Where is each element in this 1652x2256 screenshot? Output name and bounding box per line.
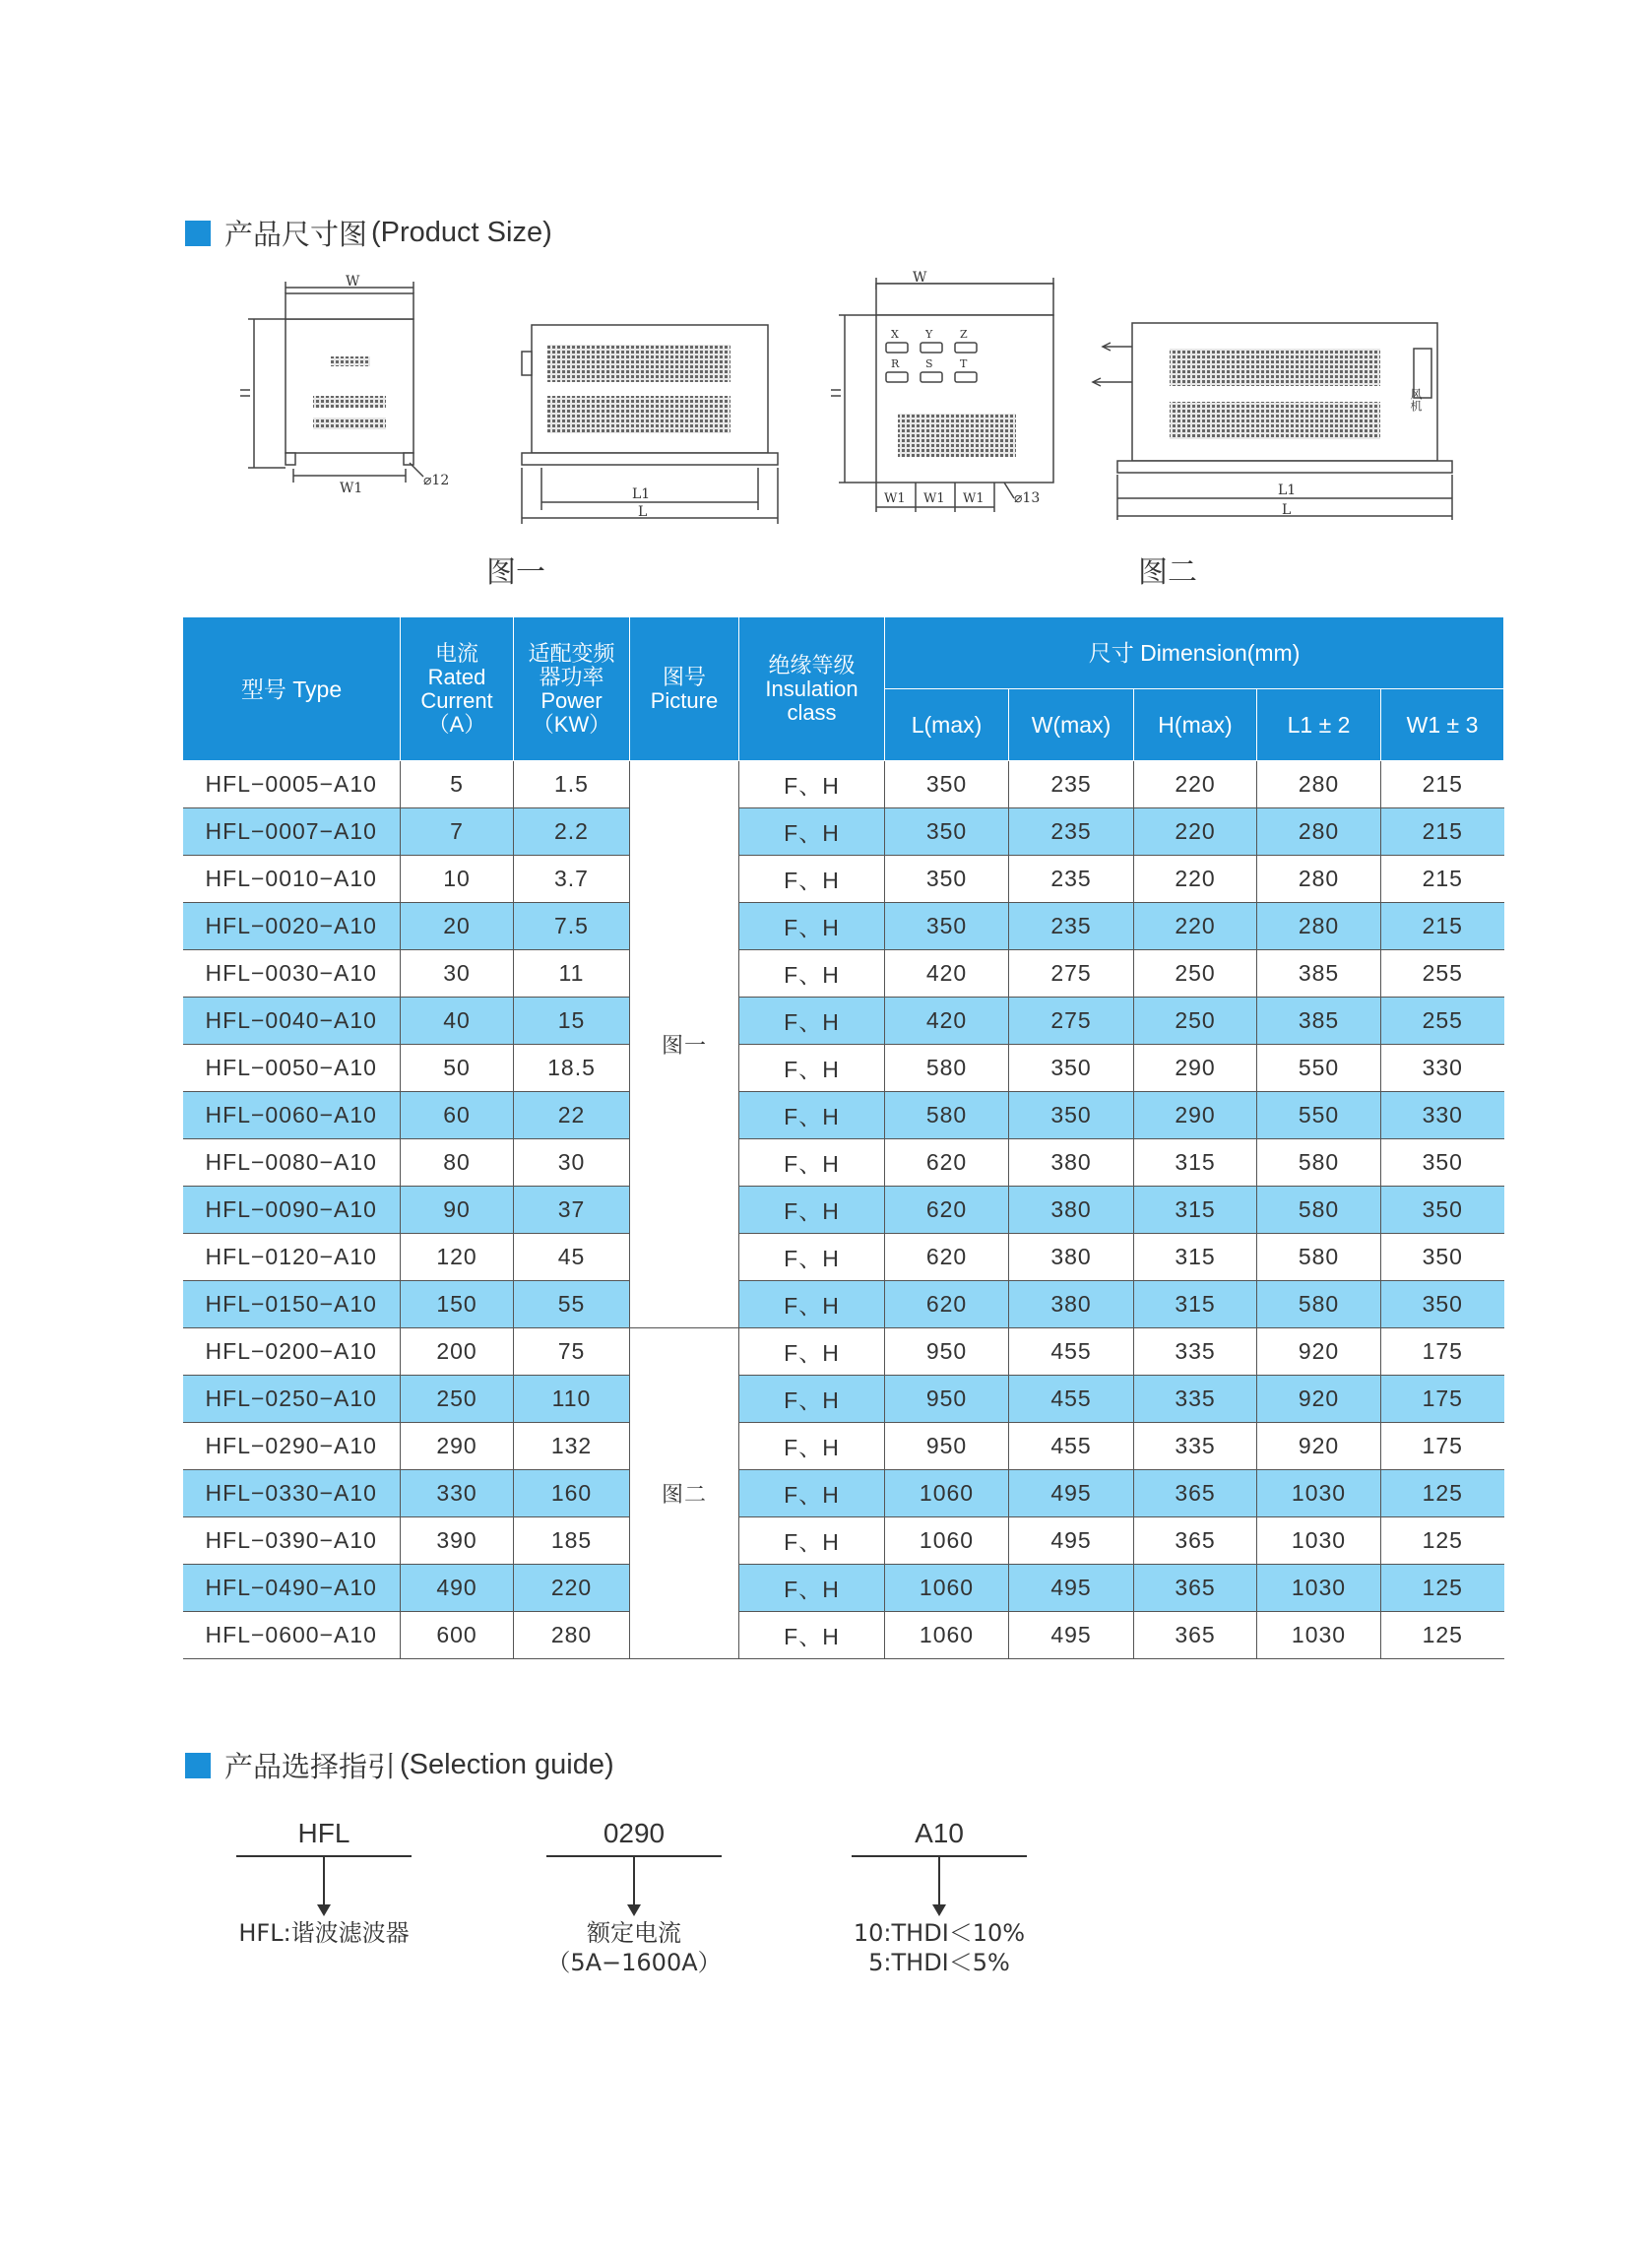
- cell-dim-l: 350: [885, 808, 1009, 856]
- guide-code: 0290: [546, 1812, 722, 1857]
- cell-dim-w1: 215: [1381, 903, 1504, 950]
- cell-dim-h: 220: [1134, 761, 1257, 808]
- cell-dim-h: 250: [1134, 998, 1257, 1045]
- fig1-terminal-block: [331, 356, 370, 366]
- cell-dim-h: 335: [1134, 1376, 1257, 1423]
- cell-power: 132: [514, 1423, 630, 1470]
- guide-item-thdi: [852, 1812, 1027, 1977]
- table-row: [183, 1045, 1504, 1092]
- cell-dim-l: 620: [885, 1281, 1009, 1328]
- section-title-en: (Product Size): [371, 217, 552, 248]
- cell-type: HFL−0080−A10: [183, 1139, 401, 1187]
- fig2-terminal-z: Z: [960, 328, 968, 341]
- cell-power: 110: [514, 1376, 630, 1423]
- cell-type: HFL−0020−A10: [183, 903, 401, 950]
- header-wmax: W(max): [1009, 689, 1134, 761]
- cell-dim-w1: 125: [1381, 1517, 1504, 1565]
- cell-type: HFL−0290−A10: [183, 1423, 401, 1470]
- cell-current: 120: [401, 1234, 514, 1281]
- cell-insulation: F、H: [739, 1376, 885, 1423]
- cell-dim-w: 235: [1009, 903, 1134, 950]
- fig2-fan-label: 风机: [1409, 388, 1423, 412]
- cell-dim-w: 275: [1009, 950, 1134, 998]
- cell-insulation: F、H: [739, 950, 885, 998]
- guide-item-current: [546, 1812, 722, 1977]
- section-square-icon: [185, 221, 211, 246]
- fig2-l-label: L: [1282, 502, 1292, 518]
- cell-type: HFL−0200−A10: [183, 1328, 401, 1376]
- cell-dim-l: 350: [885, 761, 1009, 808]
- cell-dim-l1: 580: [1257, 1281, 1381, 1328]
- cell-dim-l1: 1030: [1257, 1470, 1381, 1517]
- table-row: [183, 1092, 1504, 1139]
- cell-power: 55: [514, 1281, 630, 1328]
- cell-insulation: F、H: [739, 1281, 885, 1328]
- header-dimension: 尺寸 Dimension(mm): [885, 617, 1504, 689]
- cell-current: 20: [401, 903, 514, 950]
- fig2-terminal-t: T: [960, 357, 968, 370]
- cell-dim-l1: 280: [1257, 856, 1381, 903]
- cell-dim-l1: 920: [1257, 1376, 1381, 1423]
- cell-current: 10: [401, 856, 514, 903]
- cell-power: 7.5: [514, 903, 630, 950]
- cell-insulation: F、H: [739, 1470, 885, 1517]
- header-power: 适配变频 器功率 Power （KW）: [514, 617, 630, 761]
- fig2-front-vent: [898, 414, 1016, 457]
- fig2-caption: 图二: [1138, 555, 1197, 590]
- cell-dim-w: 495: [1009, 1470, 1134, 1517]
- cell-type: HFL−0490−A10: [183, 1565, 401, 1612]
- cell-dim-h: 220: [1134, 808, 1257, 856]
- fig1-side-vent-top: [547, 345, 731, 382]
- cell-insulation: F、H: [739, 1045, 885, 1092]
- cell-dim-h: 250: [1134, 950, 1257, 998]
- cell-dim-w1: 350: [1381, 1187, 1504, 1234]
- cell-dim-w: 380: [1009, 1281, 1134, 1328]
- guide-item-series: [236, 1812, 412, 1948]
- table-row: [183, 998, 1504, 1045]
- cell-power: 3.7: [514, 856, 630, 903]
- cell-dim-h: 290: [1134, 1092, 1257, 1139]
- cell-current: 30: [401, 950, 514, 998]
- cell-dim-l: 620: [885, 1234, 1009, 1281]
- fig1-front-vent-bottom: [313, 418, 386, 429]
- cell-dim-h: 365: [1134, 1565, 1257, 1612]
- header-hmax: H(max): [1134, 689, 1257, 761]
- cell-dim-w: 350: [1009, 1092, 1134, 1139]
- cell-dim-l1: 580: [1257, 1139, 1381, 1187]
- header-picture: 图号 Picture: [630, 617, 739, 761]
- fig1-w-label: W: [346, 274, 360, 290]
- table-row: [183, 1470, 1504, 1517]
- cell-dim-l: 950: [885, 1423, 1009, 1470]
- cell-type: HFL−0330−A10: [183, 1470, 401, 1517]
- cell-dim-w: 495: [1009, 1565, 1134, 1612]
- cell-power: 11: [514, 950, 630, 998]
- cell-dim-l1: 280: [1257, 761, 1381, 808]
- fig1-w1-label: W1: [340, 481, 363, 496]
- cell-dim-l: 420: [885, 950, 1009, 998]
- cell-dim-l1: 280: [1257, 903, 1381, 950]
- cell-dim-l1: 1030: [1257, 1565, 1381, 1612]
- header-l1: L1 ± 2: [1257, 689, 1381, 761]
- cell-current: 390: [401, 1517, 514, 1565]
- cell-dim-w1: 350: [1381, 1139, 1504, 1187]
- cell-dim-h: 365: [1134, 1517, 1257, 1565]
- cell-dim-h: 335: [1134, 1328, 1257, 1376]
- cell-dim-l1: 1030: [1257, 1517, 1381, 1565]
- product-size-figures: [226, 266, 1467, 611]
- table-row: [183, 1376, 1504, 1423]
- fig1-front-view: [240, 282, 423, 483]
- cell-dim-w: 350: [1009, 1045, 1134, 1092]
- cell-type: HFL−0390−A10: [183, 1517, 401, 1565]
- cell-dim-l: 1060: [885, 1470, 1009, 1517]
- cell-type: HFL−0120−A10: [183, 1234, 401, 1281]
- cell-dim-l: 580: [885, 1092, 1009, 1139]
- fig1-l-label: L: [638, 504, 648, 520]
- cell-power: 160: [514, 1470, 630, 1517]
- guide-desc-line1: 10:THDI＜10%: [853, 1919, 1026, 1947]
- cell-dim-l1: 580: [1257, 1187, 1381, 1234]
- guide-code: HFL: [236, 1812, 412, 1857]
- cell-dim-w1: 125: [1381, 1612, 1504, 1659]
- section-title-selection-guide: [185, 1745, 614, 1785]
- header-type: 型号 Type: [183, 617, 401, 761]
- cell-insulation: F、H: [739, 1423, 885, 1470]
- cell-dim-w: 235: [1009, 808, 1134, 856]
- fig1-caption: 图一: [486, 555, 545, 590]
- cell-dim-w1: 175: [1381, 1328, 1504, 1376]
- fig2-terminal-r: R: [891, 357, 900, 370]
- cell-dim-h: 315: [1134, 1187, 1257, 1234]
- table-row: [183, 950, 1504, 998]
- cell-dim-h: 365: [1134, 1470, 1257, 1517]
- cell-dim-l1: 1030: [1257, 1612, 1381, 1659]
- cell-power: 280: [514, 1612, 630, 1659]
- table-row: [183, 1139, 1504, 1187]
- cell-dim-l: 1060: [885, 1517, 1009, 1565]
- spec-table: [182, 616, 1504, 1659]
- header-lmax: L(max): [885, 689, 1009, 761]
- cell-dim-h: 315: [1134, 1234, 1257, 1281]
- cell-dim-l1: 580: [1257, 1234, 1381, 1281]
- cell-dim-w: 455: [1009, 1376, 1134, 1423]
- cell-current: 90: [401, 1187, 514, 1234]
- cell-dim-w: 275: [1009, 998, 1134, 1045]
- cell-dim-h: 220: [1134, 856, 1257, 903]
- cell-current: 330: [401, 1470, 514, 1517]
- cell-current: 290: [401, 1423, 514, 1470]
- cell-current: 60: [401, 1092, 514, 1139]
- cell-power: 22: [514, 1092, 630, 1139]
- cell-dim-w: 380: [1009, 1187, 1134, 1234]
- cell-dim-w1: 125: [1381, 1565, 1504, 1612]
- cell-insulation: F、H: [739, 856, 885, 903]
- cell-type: HFL−0060−A10: [183, 1092, 401, 1139]
- cell-dim-w1: 175: [1381, 1423, 1504, 1470]
- cell-dim-w1: 125: [1381, 1470, 1504, 1517]
- cell-dim-l: 620: [885, 1187, 1009, 1234]
- cell-dim-w1: 350: [1381, 1234, 1504, 1281]
- down-arrow-icon: [236, 1857, 412, 1918]
- cell-power: 2.2: [514, 808, 630, 856]
- fig1-l1-label: L1: [632, 486, 651, 502]
- cell-insulation: F、H: [739, 808, 885, 856]
- header-w1: W1 ± 3: [1381, 689, 1504, 761]
- cell-insulation: F、H: [739, 1187, 885, 1234]
- cell-dim-w: 455: [1009, 1423, 1134, 1470]
- dimension-drawings: [226, 266, 1467, 611]
- cell-dim-w: 495: [1009, 1612, 1134, 1659]
- cell-power: 15: [514, 998, 630, 1045]
- cell-power: 1.5: [514, 761, 630, 808]
- cell-type: HFL−0005−A10: [183, 761, 401, 808]
- cell-power: 30: [514, 1139, 630, 1187]
- cell-insulation: F、H: [739, 1139, 885, 1187]
- spec-table-body: [183, 761, 1504, 1659]
- cell-dim-w: 495: [1009, 1517, 1134, 1565]
- table-row: [183, 761, 1504, 808]
- table-row: [183, 1281, 1504, 1328]
- cell-type: HFL−0010−A10: [183, 856, 401, 903]
- cell-type: HFL−0250−A10: [183, 1376, 401, 1423]
- cell-dim-h: 315: [1134, 1139, 1257, 1187]
- cell-dim-w1: 215: [1381, 856, 1504, 903]
- cell-dim-l: 350: [885, 903, 1009, 950]
- cell-power: 220: [514, 1565, 630, 1612]
- cell-current: 150: [401, 1281, 514, 1328]
- section-title-cn: 产品选择指引: [224, 1750, 397, 1783]
- header-current: 电流 Rated Current （A）: [401, 617, 514, 761]
- down-arrow-icon: [546, 1857, 722, 1918]
- cell-type: HFL−0150−A10: [183, 1281, 401, 1328]
- cell-current: 5: [401, 761, 514, 808]
- cell-dim-l: 1060: [885, 1565, 1009, 1612]
- cell-type: HFL−0040−A10: [183, 998, 401, 1045]
- section-square-icon: [185, 1753, 211, 1778]
- table-row: [183, 1328, 1504, 1376]
- cell-dim-w: 455: [1009, 1328, 1134, 1376]
- cell-insulation: F、H: [739, 761, 885, 808]
- cell-current: 600: [401, 1612, 514, 1659]
- cell-insulation: F、H: [739, 903, 885, 950]
- guide-desc: HFL:谐波滤波器: [238, 1919, 410, 1947]
- fig2-hole-label: ⌀13: [1014, 490, 1041, 506]
- cell-dim-l1: 385: [1257, 998, 1381, 1045]
- cell-dim-w1: 330: [1381, 1045, 1504, 1092]
- cell-dim-l1: 550: [1257, 1045, 1381, 1092]
- cell-dim-l1: 920: [1257, 1423, 1381, 1470]
- cell-current: 7: [401, 808, 514, 856]
- fig2-l1-label: L1: [1278, 483, 1297, 498]
- cell-dim-l: 950: [885, 1328, 1009, 1376]
- table-row: [183, 1565, 1504, 1612]
- cell-type: HFL−0007−A10: [183, 808, 401, 856]
- fig1-side-vent-bottom: [547, 396, 731, 433]
- cell-picture-fig1: 图一: [630, 761, 739, 1328]
- cell-dim-w1: 255: [1381, 998, 1504, 1045]
- cell-dim-l: 1060: [885, 1612, 1009, 1659]
- table-row: [183, 1423, 1504, 1470]
- fig2-front-view: [831, 278, 1053, 512]
- fig2-side-vent-top: [1170, 349, 1380, 386]
- cell-dim-l1: 550: [1257, 1092, 1381, 1139]
- cell-dim-l: 350: [885, 856, 1009, 903]
- guide-desc-line2: 5:THDI＜5%: [868, 1949, 1010, 1976]
- down-arrow-icon: [852, 1857, 1027, 1918]
- cell-insulation: F、H: [739, 1328, 885, 1376]
- guide-desc-line1: 额定电流: [587, 1919, 681, 1947]
- cell-dim-w1: 175: [1381, 1376, 1504, 1423]
- cell-current: 80: [401, 1139, 514, 1187]
- fig2-w1-label-a: W1: [884, 491, 906, 506]
- cell-picture-fig2: 图二: [630, 1328, 739, 1659]
- fig2-terminal-x: X: [891, 328, 899, 341]
- cell-current: 250: [401, 1376, 514, 1423]
- fig2-side-vent-bottom: [1170, 402, 1380, 439]
- table-row: [183, 856, 1504, 903]
- cell-type: HFL−0050−A10: [183, 1045, 401, 1092]
- cell-power: 185: [514, 1517, 630, 1565]
- cell-dim-l: 580: [885, 1045, 1009, 1092]
- cell-dim-w1: 255: [1381, 950, 1504, 998]
- cell-power: 45: [514, 1234, 630, 1281]
- table-row: [183, 1612, 1504, 1659]
- cell-dim-h: 335: [1134, 1423, 1257, 1470]
- fig2-w-label: W: [913, 270, 927, 286]
- cell-insulation: F、H: [739, 1565, 885, 1612]
- cell-dim-h: 220: [1134, 903, 1257, 950]
- cell-dim-l: 620: [885, 1139, 1009, 1187]
- cell-current: 200: [401, 1328, 514, 1376]
- cell-dim-w1: 215: [1381, 761, 1504, 808]
- cell-dim-w1: 215: [1381, 808, 1504, 856]
- cell-dim-l1: 280: [1257, 808, 1381, 856]
- cell-insulation: F、H: [739, 1234, 885, 1281]
- cell-power: 18.5: [514, 1045, 630, 1092]
- cell-insulation: F、H: [739, 998, 885, 1045]
- cell-type: HFL−0090−A10: [183, 1187, 401, 1234]
- table-row: [183, 1187, 1504, 1234]
- cell-dim-l1: 920: [1257, 1328, 1381, 1376]
- cell-dim-h: 365: [1134, 1612, 1257, 1659]
- cell-dim-w1: 330: [1381, 1092, 1504, 1139]
- table-row: [183, 1517, 1504, 1565]
- cell-dim-w: 380: [1009, 1234, 1134, 1281]
- cell-type: HFL−0030−A10: [183, 950, 401, 998]
- guide-desc-line2: （5A−1600A）: [546, 1949, 722, 1976]
- cell-dim-w: 235: [1009, 856, 1134, 903]
- fig1-hole-label: ⌀12: [423, 473, 450, 488]
- fig2-terminal-y: Y: [925, 328, 933, 341]
- header-insulation: 绝缘等级 Insulation class: [739, 617, 885, 761]
- cell-dim-w1: 350: [1381, 1281, 1504, 1328]
- cell-dim-l: 420: [885, 998, 1009, 1045]
- cell-dim-l: 950: [885, 1376, 1009, 1423]
- cell-insulation: F、H: [739, 1092, 885, 1139]
- cell-power: 75: [514, 1328, 630, 1376]
- cell-dim-h: 290: [1134, 1045, 1257, 1092]
- fig2-w1-label-b: W1: [923, 491, 945, 506]
- cell-power: 37: [514, 1187, 630, 1234]
- cell-insulation: F、H: [739, 1517, 885, 1565]
- cell-current: 40: [401, 998, 514, 1045]
- section-title-en: (Selection guide): [400, 1749, 614, 1780]
- guide-code: A10: [852, 1812, 1027, 1857]
- section-title-product-size: [185, 213, 552, 253]
- cell-dim-w: 235: [1009, 761, 1134, 808]
- table-row: [183, 903, 1504, 950]
- fig1-front-vent-top: [313, 396, 386, 408]
- table-row: [183, 1234, 1504, 1281]
- section-title-cn: 产品尺寸图: [224, 218, 368, 251]
- cell-dim-w: 380: [1009, 1139, 1134, 1187]
- cell-insulation: F、H: [739, 1612, 885, 1659]
- table-row: [183, 808, 1504, 856]
- cell-current: 50: [401, 1045, 514, 1092]
- fig2-w1-label-c: W1: [963, 491, 985, 506]
- cell-dim-l1: 385: [1257, 950, 1381, 998]
- cell-current: 490: [401, 1565, 514, 1612]
- cell-type: HFL−0600−A10: [183, 1612, 401, 1659]
- fig2-terminal-s: S: [925, 357, 933, 370]
- cell-dim-h: 315: [1134, 1281, 1257, 1328]
